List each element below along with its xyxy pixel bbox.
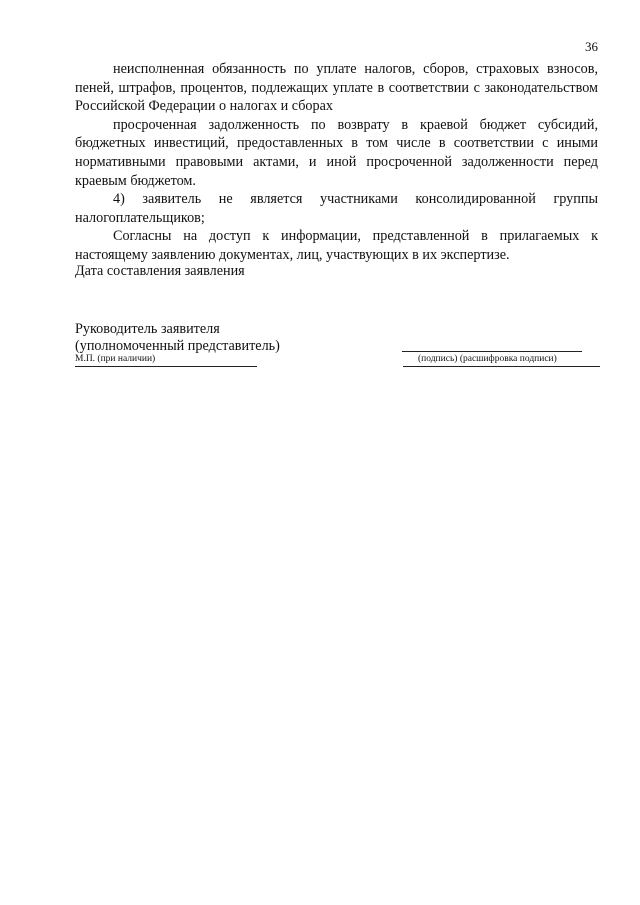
page-number: 36: [585, 39, 598, 54]
signature-block: [75, 321, 600, 371]
signature-caption-underline: [403, 366, 600, 367]
signer-role-line1: Руководитель заявителя: [75, 321, 220, 337]
signer-role-line2: (уполномоченный представитель): [75, 338, 280, 354]
document-body: [75, 60, 598, 265]
signer-role: [75, 321, 280, 355]
signature-caption: (подпись) (расшифровка подписи): [418, 354, 557, 364]
paragraph-consent: Согласны на доступ к информации, представленной в прилагаемых к настоящему заявлению документах, лиц, участвующих в их экспертизе.: [75, 228, 598, 263]
date-of-application-label: Дата составления заявления: [75, 263, 245, 279]
paragraph-tax-obligation: неисполненная обязанность по уплате налогов, сборов, страховых взносов, пеней, штрафов, процентов, подлежащих уплате в соответствии с законодательством Российской Федерации о налогах и сборах: [75, 61, 598, 115]
stamp-row: [75, 354, 600, 368]
paragraph-overdue-debt: просроченная задолженность по возврату в краевой бюджет субсидий, бюджетных инвестиций, предоставленных в том числе в соответствии с иными нормативными правовыми актами, и иной просроченной задолженности перед краевым бюджетом.: [75, 116, 598, 189]
signature-line: [402, 351, 582, 352]
stamp-underline: [75, 366, 257, 367]
paragraph-consolidated-group: 4) заявитель не является участниками консолидированной группы налогоплательщиков;: [75, 191, 598, 226]
stamp-label: М.П. (при наличии): [75, 354, 156, 364]
